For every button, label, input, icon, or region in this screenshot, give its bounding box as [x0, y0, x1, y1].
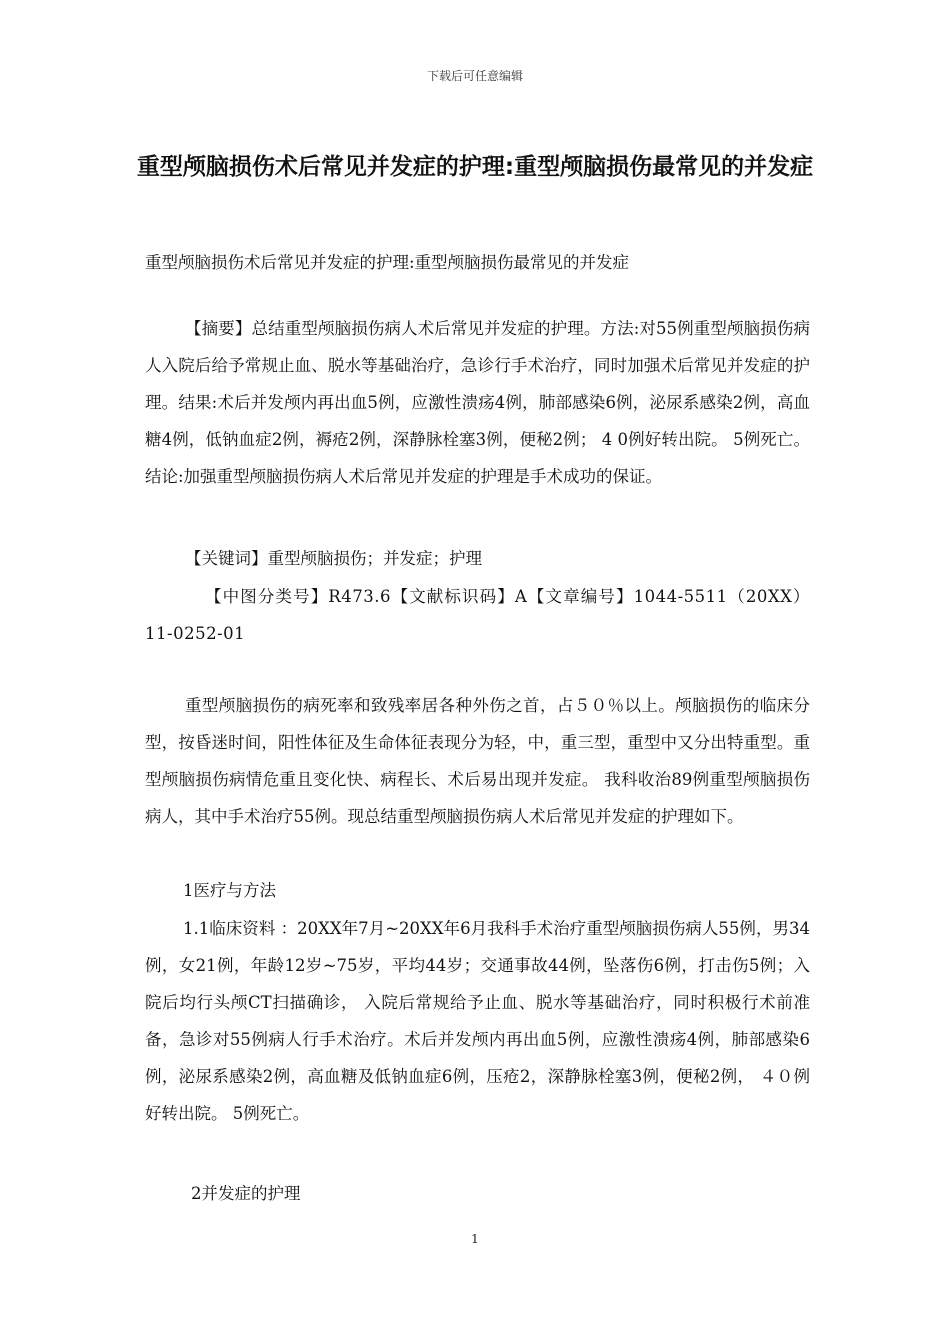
header-note: 下载后可任意编辑 — [426, 69, 523, 83]
keywords-line: 【关键词】重型颅脑损伤；并发症；护理 — [185, 549, 482, 568]
intro-paragraph: 重型颅脑损伤的病死率和致残率居各种外伤之首，占５０％以上。颅脑损伤的临床分型，按昏迷时间，阳性体征及生命体征表现分为轻，中，重三型，重型中又分出特重型。重型颅脑损伤病情危重且变化快、病程长、术后易出现并发症。 我科收治89例重型颅脑损伤病人，其中手术治疗55例。现总结重型颅脑损伤病人术后常见并发症的护理如下。 — [145, 696, 810, 826]
page-number: 1 — [471, 1232, 479, 1246]
document-title: 重型颅脑损伤术后常见并发症的护理:重型颅脑损伤最常见的并发症 — [136, 154, 814, 180]
section-1-1-paragraph: 1.1临床资料 ：20XX年7月~20XX年6月我科手术治疗重型颅脑损伤病人55例，男34例，女21例，年龄12岁~75岁，平均44岁；交通事故44例，坠落伤6例，打击伤5例；入院后均行头颅CT扫描确诊， 入院后常规给予止血、脱水等基础治疗，同时积极行术前准备，急诊对55例病人行手术治疗。术后并发颅内再出血5例，应激性溃疡4例，肺部感染6例，泌尿系感染2例，高血糖及低钠血症6例，压疮2，深静脉栓塞3例，便秘2例， ４０例好转出院。 5例死亡。 — [145, 919, 810, 1123]
document-subtitle: 重型颅脑损伤术后常见并发症的护理:重型颅脑损伤最常见的并发症 — [145, 253, 630, 272]
classification-line: 【中图分类号】R473.6【文献标识码】A【文章编号】1044-5511（20XX）11-0252-01 — [145, 587, 810, 643]
abstract-paragraph: 【摘要】总结重型颅脑损伤病人术后常见并发症的护理。方法:对55例重型颅脑损伤病人入院后给予常规止血、脱水等基础治疗，急诊行手术治疗，同时加强术后常见并发症的护理。结果:术后并发颅内再出血5例，应激性溃疡4例，肺部感染6例，泌尿系感染2例，高血糖4例，低钠血症2例，褥疮2例，深静脉栓塞3例，便秘2例； 4 0例好转出院。 5例死亡。结论:加强重型颅脑损伤病人术后常见并发症的护理是手术成功的保证。 — [145, 319, 810, 486]
section-2-heading: 2并发症的护理 — [191, 1184, 301, 1203]
section-1-heading: 1医疗与方法 — [183, 881, 276, 900]
